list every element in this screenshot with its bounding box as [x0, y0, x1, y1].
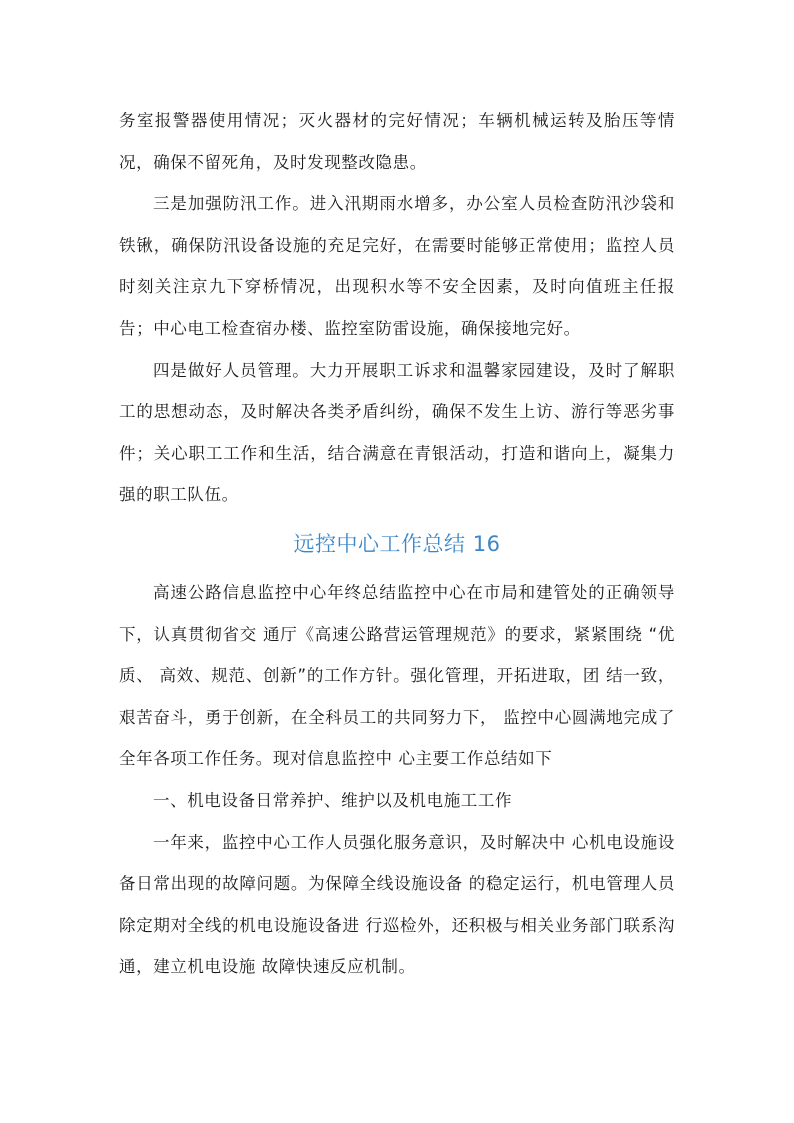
- paragraph-subheading: 一、机电设备日常养护、维护以及机电施工工作: [153, 790, 513, 810]
- paragraph-staff-management: 四是做好人员管理。大力开展职工诉求和温馨家园建设，及时了解职工的思想动态，及时解决各类矛盾纠纷，确保不发生上访、游行等恶劣事件；关心职工工作和生活，结合满意在青银活动，打造和谐向上，凝集力强的职工队伍。: [119, 360, 675, 505]
- document-body: [119, 100, 675, 988]
- paragraph-intro: 高速公路信息监控中心年终总结监控中心在市局和建管处的正确领导下，认真贯彻省交 通厅《高速公路营运管理规范》的要求，紧紧围绕 “优质、 高效、规范、创新”的工作方针。强化管理，开拓进取，团 结一致，艰苦奋斗，勇于创新，在全科员工的共同努力下， 监控中心圆满地完成了全年各项工作任务。现对信息监控中 心主要工作总结如下: [119, 582, 676, 769]
- paragraph-maintenance: 一年来，监控中心工作人员强化服务意识，及时解决中 心机电设施设备日常出现的故障问题。为保障全线设施设备 的稳定运行，机电管理人员除定期对全线的机电设施设备进 行巡检外，还积极与相关业务部门联系沟通，建立机电设施 故障快速反应机制。: [119, 832, 675, 977]
- paragraph-continued: 务室报警器使用情况；灭火器材的完好情况；车辆机械运转及胎压等情况，确保不留死角，及时发现整改隐患。: [119, 111, 675, 172]
- paragraph-flood-control: 三是加强防汛工作。进入汛期雨水增多，办公室人员检查防汛沙袋和铁锹，确保防汛设备设施的充足完好，在需要时能够正常使用；监控人员时刻关注京九下穿桥情况，出现积水等不安全因素，及时向值班主任报告；中心电工检查宿办楼、监控室防雷设施，确保接地完好。: [119, 194, 675, 338]
- section-heading: 远控中心工作总结 16: [293, 531, 501, 556]
